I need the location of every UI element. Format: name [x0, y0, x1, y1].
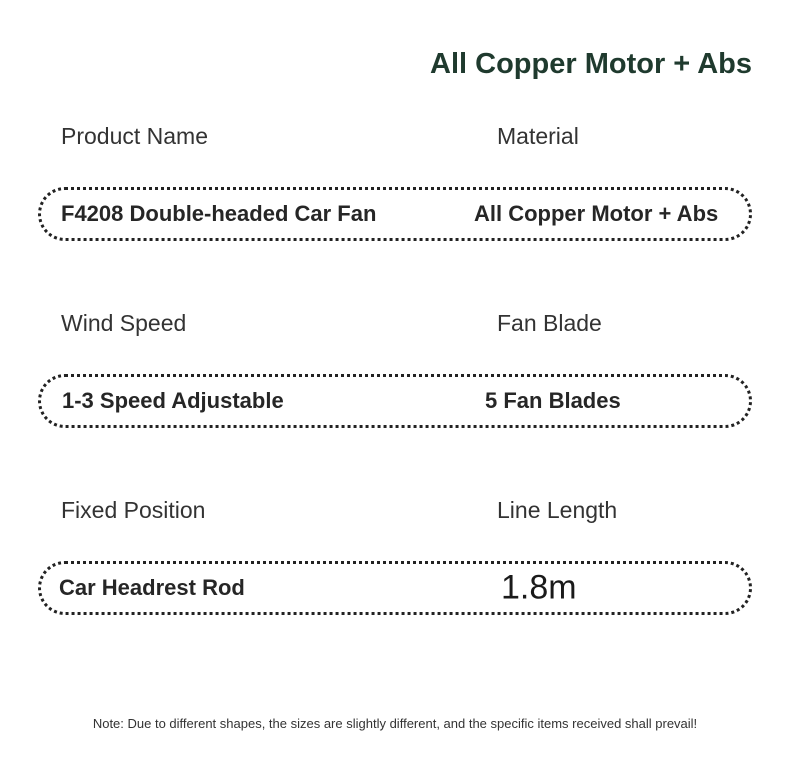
- product-name-value: F4208 Double-headed Car Fan: [61, 201, 377, 226]
- spec-row-position-length: [38, 561, 752, 615]
- line-length-value: 1.8m: [501, 568, 577, 607]
- fixed-position-label: Fixed Position: [61, 497, 206, 523]
- fan-blade-label: Fan Blade: [497, 310, 602, 336]
- material-label: Material: [497, 123, 579, 149]
- fixed-position-value: Car Headrest Rod: [59, 575, 245, 600]
- page-heading: All Copper Motor + Abs: [430, 48, 752, 80]
- spec-row-product-material: [38, 187, 752, 241]
- product-name-label: Product Name: [61, 123, 209, 149]
- fan-blade-value: 5 Fan Blades: [485, 388, 621, 413]
- disclaimer-note: Note: Due to different shapes, the sizes are slightly different, and the specific items received shall prevail!: [92, 716, 698, 731]
- wind-speed-label: Wind Speed: [61, 310, 187, 336]
- wind-speed-value: 1-3 Speed Adjustable: [62, 388, 284, 413]
- spec-row-wind-blade: [38, 374, 752, 428]
- line-length-label: Line Length: [497, 497, 618, 523]
- material-value: All Copper Motor + Abs: [474, 201, 719, 226]
